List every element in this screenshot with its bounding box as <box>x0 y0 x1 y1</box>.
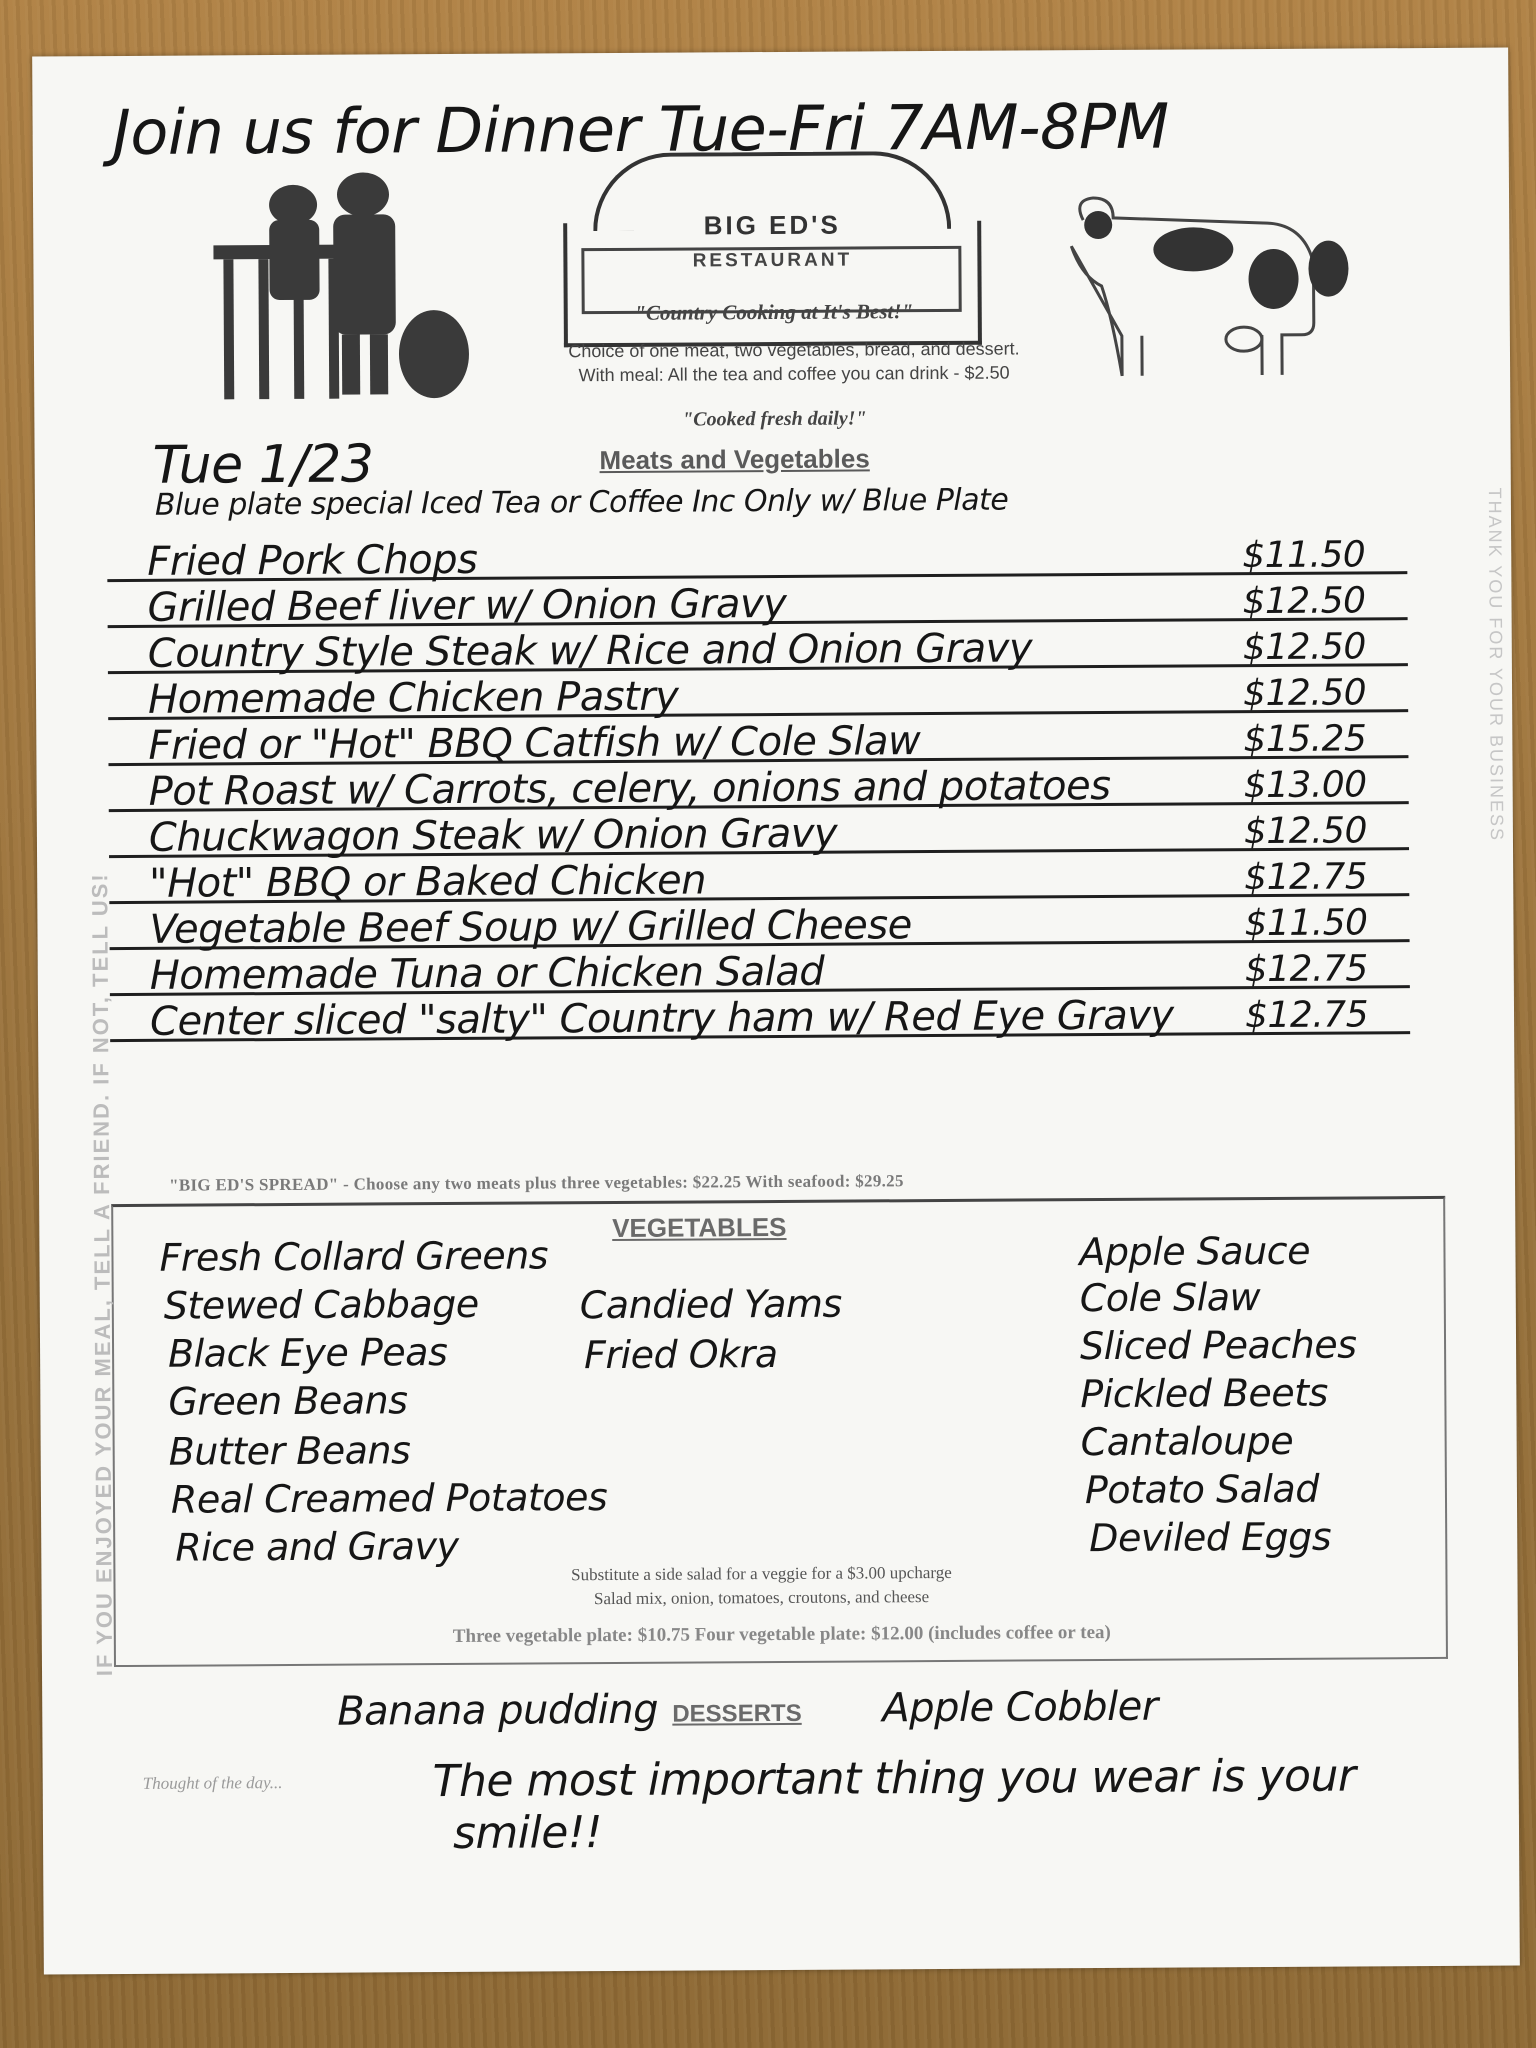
substitute-line1: Substitute a side salad for a veggie for a $3.00 upcharge <box>571 1562 952 1585</box>
meat-price: $11.50 <box>1242 534 1366 577</box>
big-eds-spread: "BIG ED'S SPREAD" - Choose any two meats plus three vegetables: $22.25 With seafood: $29.25 <box>168 1171 904 1195</box>
list-item <box>110 988 1410 1045</box>
veg-item: Stewed Cabbage <box>163 1281 479 1328</box>
veg-item: Black Eye Peas <box>167 1330 448 1376</box>
vegetable-plates: Three vegetable plate: $10.75 Four vegetable plate: $12.00 (includes coffee or tea) <box>452 1621 1111 1647</box>
meat-price: $13.00 <box>1243 764 1367 807</box>
meat-item: "Hot" BBQ or Baked Chicken <box>149 857 707 907</box>
thought-text: smile!! <box>452 1807 603 1859</box>
cooked-fresh: "Cooked fresh daily!" <box>682 407 867 431</box>
meat-price: $12.50 <box>1243 810 1368 853</box>
blue-plate-note: Blue plate special Iced Tea or Coffee Inc Only w/ Blue Plate <box>154 482 1009 523</box>
veg-item: Sliced Peaches <box>1079 1322 1357 1369</box>
meal-info-line2: With meal: All the tea and coffee you can drink - $2.50 <box>578 362 1010 386</box>
meat-price: $11.50 <box>1244 902 1368 945</box>
desserts-title: DESSERTS <box>672 1699 802 1728</box>
veg-item: Fresh Collard Greens <box>159 1233 549 1280</box>
list-item <box>109 896 1409 953</box>
veg-item: Cantaloupe <box>1080 1418 1294 1465</box>
veg-item: Apple Sauce <box>1079 1228 1311 1275</box>
list-item <box>107 528 1407 585</box>
meal-info-line1: Choice of one meat, two vegetables, bread, and dessert. <box>568 338 1020 362</box>
list-item <box>109 850 1409 907</box>
vegetables-title: VEGETABLES <box>612 1211 787 1244</box>
list-item <box>108 620 1408 677</box>
veg-right-column <box>1079 1228 1421 1560</box>
thought-label: Thought of the day... <box>142 1773 283 1793</box>
margin-note-right: THANK YOU FOR YOUR BUSINESS <box>1484 487 1507 843</box>
thought-text: The most important thing you wear is your <box>432 1750 1356 1808</box>
dessert-item: Apple Cobbler <box>882 1683 1158 1732</box>
meat-item: Center sliced "salty" Country ham w/ Red Eye Gravy <box>149 992 1174 1045</box>
meat-price: $15.25 <box>1243 718 1367 761</box>
meat-item: Chuckwagon Steak w/ Onion Gravy <box>148 810 838 861</box>
veg-item: Real Creamed Potatoes <box>170 1475 608 1522</box>
meat-item: Country Style Steak w/ Rice and Onion Gravy <box>147 625 1033 677</box>
veg-item: Pickled Beets <box>1080 1370 1329 1417</box>
veg-item: Rice and Gravy <box>175 1523 459 1570</box>
meats-title: Meats and Vegetables <box>599 443 870 476</box>
tagline: "Country Cooking at It's Best!" <box>634 299 914 325</box>
list-item <box>107 574 1407 631</box>
farmers-illustration <box>213 164 484 406</box>
menu-date: Tue 1/23 <box>152 434 374 496</box>
meats-list <box>107 528 1410 1045</box>
veg-item: Butter Beans <box>168 1428 411 1474</box>
list-item <box>108 758 1408 815</box>
meat-item: Fried or "Hot" BBQ Catfish w/ Cole Slaw <box>148 718 921 769</box>
margin-note-left: IF YOU ENJOYED YOUR MEAL, TELL A FRIEND. IF NOT, TELL US! <box>87 872 118 1677</box>
meat-item: Homemade Chicken Pastry <box>147 673 679 723</box>
veg-middle-column <box>580 1281 941 1393</box>
list-item <box>110 942 1410 999</box>
dessert-item: Banana pudding <box>337 1686 659 1735</box>
list-item <box>108 712 1408 769</box>
meat-item: Grilled Beef liver w/ Onion Gravy <box>147 580 787 631</box>
list-item <box>108 666 1408 723</box>
headline: Join us for Dinner Tue-Fri 7AM-8PM <box>112 89 1170 170</box>
meat-item: Fried Pork Chops <box>147 536 478 585</box>
logo-brand: BIG ED'S <box>703 209 841 241</box>
meat-price: $12.75 <box>1244 856 1368 899</box>
meat-price: $12.75 <box>1244 994 1369 1037</box>
substitute-line2: Salad mix, onion, tomatoes, croutons, and cheese <box>593 1587 930 1609</box>
meat-price: $12.50 <box>1242 580 1366 623</box>
meat-item: Pot Roast w/ Carrots, celery, onions and potatoes <box>148 762 1111 815</box>
list-item <box>109 804 1409 861</box>
meat-item: Homemade Tuna or Chicken Salad <box>149 948 825 999</box>
meat-item: Vegetable Beef Soup w/ Grilled Cheese <box>149 902 912 953</box>
veg-item: Deviled Eggs <box>1089 1514 1332 1561</box>
logo-sub: RESTAURANT <box>692 249 853 272</box>
veg-item: Candied Yams <box>579 1281 842 1328</box>
veg-item: Fried Okra <box>583 1331 778 1378</box>
menu-sheet <box>32 48 1520 1975</box>
veg-item: Green Beans <box>168 1378 408 1424</box>
meat-price: $12.50 <box>1242 626 1366 669</box>
meat-price: $12.75 <box>1244 948 1368 991</box>
veg-item: Cole Slaw <box>1079 1275 1261 1321</box>
veg-item: Potato Salad <box>1084 1466 1320 1513</box>
meat-price: $12.50 <box>1242 672 1367 715</box>
